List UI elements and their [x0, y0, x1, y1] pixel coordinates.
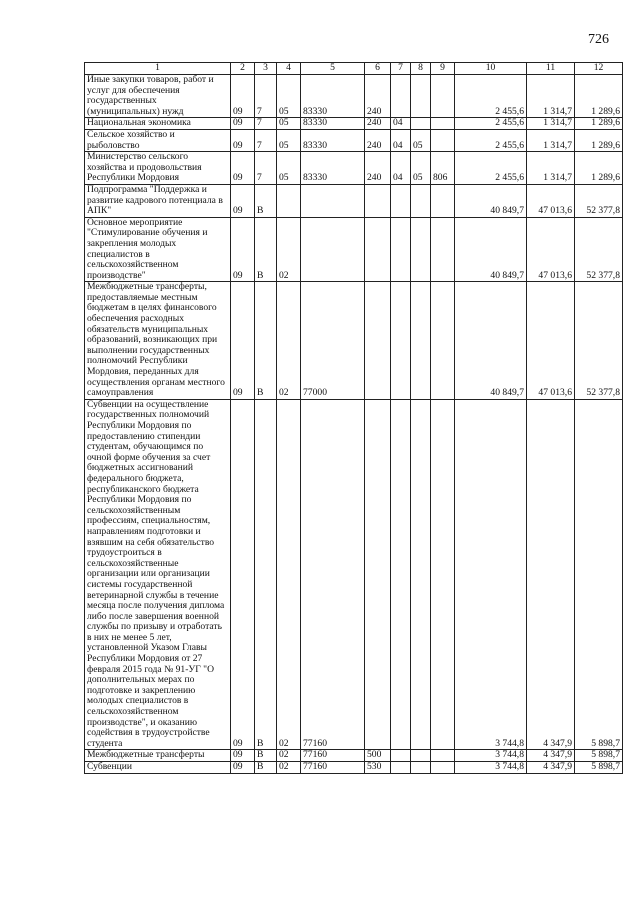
code-cell: 7	[255, 118, 277, 130]
code-cell: 02	[277, 399, 301, 750]
row-description: Национальная экономика	[85, 118, 231, 130]
code-cell: В	[255, 399, 277, 750]
code-cell	[411, 762, 431, 774]
row-description: Иные закупки товаров, работ и услуг для обеспечения государственных (муниципальных) нужд	[85, 75, 231, 118]
code-cell: 02	[277, 217, 301, 282]
code-cell	[365, 184, 391, 217]
row-description: Межбюджетные трансферты	[85, 750, 231, 762]
column-header: 10	[455, 63, 527, 75]
column-header: 1	[85, 63, 231, 75]
code-cell	[391, 217, 411, 282]
code-cell	[431, 217, 455, 282]
code-cell: 83330	[301, 75, 365, 118]
code-cell	[391, 750, 411, 762]
code-cell	[431, 118, 455, 130]
code-cell	[391, 184, 411, 217]
table-row	[85, 750, 623, 762]
amount-cell: 1 314,7	[527, 75, 575, 118]
code-cell: 04	[391, 152, 411, 185]
amount-cell: 40 849,7	[455, 184, 527, 217]
row-description: Основное мероприятие "Стимулирование обучения и закрепления молодых специалистов в сельскохозяйственном производстве"	[85, 217, 231, 282]
code-cell: 05	[277, 152, 301, 185]
code-cell	[431, 75, 455, 118]
code-cell: В	[255, 184, 277, 217]
amount-cell: 40 849,7	[455, 282, 527, 400]
code-cell	[411, 399, 431, 750]
code-cell	[411, 184, 431, 217]
code-cell	[431, 762, 455, 774]
code-cell: 7	[255, 152, 277, 185]
amount-cell: 1 289,6	[575, 129, 623, 151]
table-row	[85, 129, 623, 151]
column-header: 4	[277, 63, 301, 75]
amount-cell: 2 455,6	[455, 118, 527, 130]
column-header: 5	[301, 63, 365, 75]
amount-cell: 3 744,8	[455, 750, 527, 762]
code-cell: 240	[365, 75, 391, 118]
code-cell: 09	[231, 399, 255, 750]
code-cell: 02	[277, 750, 301, 762]
table-row	[85, 399, 623, 750]
code-cell: 05	[277, 129, 301, 151]
amount-cell: 47 013,6	[527, 282, 575, 400]
code-cell	[391, 75, 411, 118]
column-header: 3	[255, 63, 277, 75]
code-cell: 77000	[301, 282, 365, 400]
code-cell: 09	[231, 129, 255, 151]
amount-cell: 3 744,8	[455, 399, 527, 750]
amount-cell: 2 455,6	[455, 75, 527, 118]
code-cell	[411, 75, 431, 118]
budget-table	[84, 62, 623, 774]
table-row	[85, 184, 623, 217]
code-cell	[431, 750, 455, 762]
code-cell: 77160	[301, 762, 365, 774]
row-description: Сельское хозяйство и рыболовство	[85, 129, 231, 151]
amount-cell: 40 849,7	[455, 217, 527, 282]
amount-cell: 2 455,6	[455, 129, 527, 151]
code-cell: 500	[365, 750, 391, 762]
amount-cell: 4 347,9	[527, 762, 575, 774]
code-cell: 04	[391, 129, 411, 151]
amount-cell: 52 377,8	[575, 282, 623, 400]
amount-cell: 47 013,6	[527, 217, 575, 282]
code-cell: 240	[365, 118, 391, 130]
code-cell	[365, 217, 391, 282]
code-cell: 09	[231, 118, 255, 130]
table-row	[85, 118, 623, 130]
code-cell	[431, 399, 455, 750]
code-cell	[431, 282, 455, 400]
code-cell: В	[255, 217, 277, 282]
code-cell: 04	[391, 118, 411, 130]
amount-cell: 1 289,6	[575, 152, 623, 185]
code-cell: В	[255, 750, 277, 762]
code-cell: 09	[231, 184, 255, 217]
amount-cell: 1 314,7	[527, 118, 575, 130]
table-row	[85, 217, 623, 282]
amount-cell: 1 314,7	[527, 129, 575, 151]
row-description: Субвенции	[85, 762, 231, 774]
code-cell: 7	[255, 129, 277, 151]
column-header: 6	[365, 63, 391, 75]
column-header: 8	[411, 63, 431, 75]
code-cell	[411, 750, 431, 762]
column-header: 2	[231, 63, 255, 75]
code-cell: В	[255, 282, 277, 400]
code-cell: 83330	[301, 118, 365, 130]
code-cell: 05	[411, 152, 431, 185]
column-header: 7	[391, 63, 411, 75]
code-cell: 05	[411, 129, 431, 151]
amount-cell: 4 347,9	[527, 399, 575, 750]
code-cell: 240	[365, 129, 391, 151]
code-cell: 240	[365, 152, 391, 185]
code-cell: 09	[231, 152, 255, 185]
amount-cell: 1 289,6	[575, 75, 623, 118]
code-cell	[431, 129, 455, 151]
code-cell: 77160	[301, 399, 365, 750]
row-description: Субвенции на осуществление государственных полномочий Республики Мордовия по предоставлению стипендии студентам, обучающимся по очной форме обучения за счет бюджетных ассигнований федерального бюджета, республиканского бюджета Республики Мордовия по сельскохозяйственным профессиям, специальностям, направлениям подготовки и взявшим на себя обязательство трудоустроиться в сельскохозяйственные организации или организации системы государственной ветеринарной службы в течение месяца после получения диплома либо после завершения военной службы по призыву и отработать в них не менее 5 лет, установленной Указом Главы Республики Мордовия от 27 февраля 2015 года № 91-УГ "О дополнительных мерах по подготовке и закреплению молодых специалистов в сельскохозяйственном производстве", и оказанию содействия в трудоустройстве студента	[85, 399, 231, 750]
table-row	[85, 762, 623, 774]
code-cell	[411, 118, 431, 130]
row-description: Межбюджетные трансферты, предоставляемые местным бюджетам в целях финансового обеспечения расходных обязательств муниципальных образований, возникающих при выполнении государственных полномочий Республики Мордовия, переданных для осуществления органам местного самоуправления	[85, 282, 231, 400]
row-description: Министерство сельского хозяйства и продовольствия Республики Мордовия	[85, 152, 231, 185]
code-cell: 02	[277, 762, 301, 774]
code-cell	[365, 399, 391, 750]
code-cell: 09	[231, 762, 255, 774]
amount-cell: 52 377,8	[575, 184, 623, 217]
amount-cell: 1 314,7	[527, 152, 575, 185]
code-cell: 09	[231, 75, 255, 118]
code-cell: 02	[277, 282, 301, 400]
amount-cell: 47 013,6	[527, 184, 575, 217]
code-cell	[411, 282, 431, 400]
amount-cell: 1 289,6	[575, 118, 623, 130]
amount-cell: 5 898,7	[575, 762, 623, 774]
code-cell: В	[255, 762, 277, 774]
column-header: 11	[527, 63, 575, 75]
code-cell	[301, 217, 365, 282]
table-row	[85, 152, 623, 185]
code-cell	[301, 184, 365, 217]
code-cell: 806	[431, 152, 455, 185]
column-header: 9	[431, 63, 455, 75]
code-cell: 83330	[301, 129, 365, 151]
code-cell	[365, 282, 391, 400]
amount-cell: 2 455,6	[455, 152, 527, 185]
code-cell	[391, 282, 411, 400]
table-header-row	[85, 63, 623, 75]
code-cell	[431, 184, 455, 217]
code-cell: 05	[277, 75, 301, 118]
code-cell	[411, 217, 431, 282]
code-cell	[277, 184, 301, 217]
code-cell: 05	[277, 118, 301, 130]
code-cell: 530	[365, 762, 391, 774]
code-cell	[391, 762, 411, 774]
code-cell: 09	[231, 750, 255, 762]
code-cell: 09	[231, 282, 255, 400]
amount-cell: 3 744,8	[455, 762, 527, 774]
amount-cell: 52 377,8	[575, 217, 623, 282]
code-cell: 77160	[301, 750, 365, 762]
page-number: 726	[588, 32, 609, 47]
table-row	[85, 75, 623, 118]
row-description: Подпрограмма "Поддержка и развитие кадрового потенциала в АПК"	[85, 184, 231, 217]
code-cell: 7	[255, 75, 277, 118]
code-cell	[391, 399, 411, 750]
amount-cell: 5 898,7	[575, 750, 623, 762]
amount-cell: 4 347,9	[527, 750, 575, 762]
code-cell: 09	[231, 217, 255, 282]
column-header: 12	[575, 63, 623, 75]
table-body	[85, 75, 623, 774]
amount-cell: 5 898,7	[575, 399, 623, 750]
code-cell: 83330	[301, 152, 365, 185]
table-row	[85, 282, 623, 400]
